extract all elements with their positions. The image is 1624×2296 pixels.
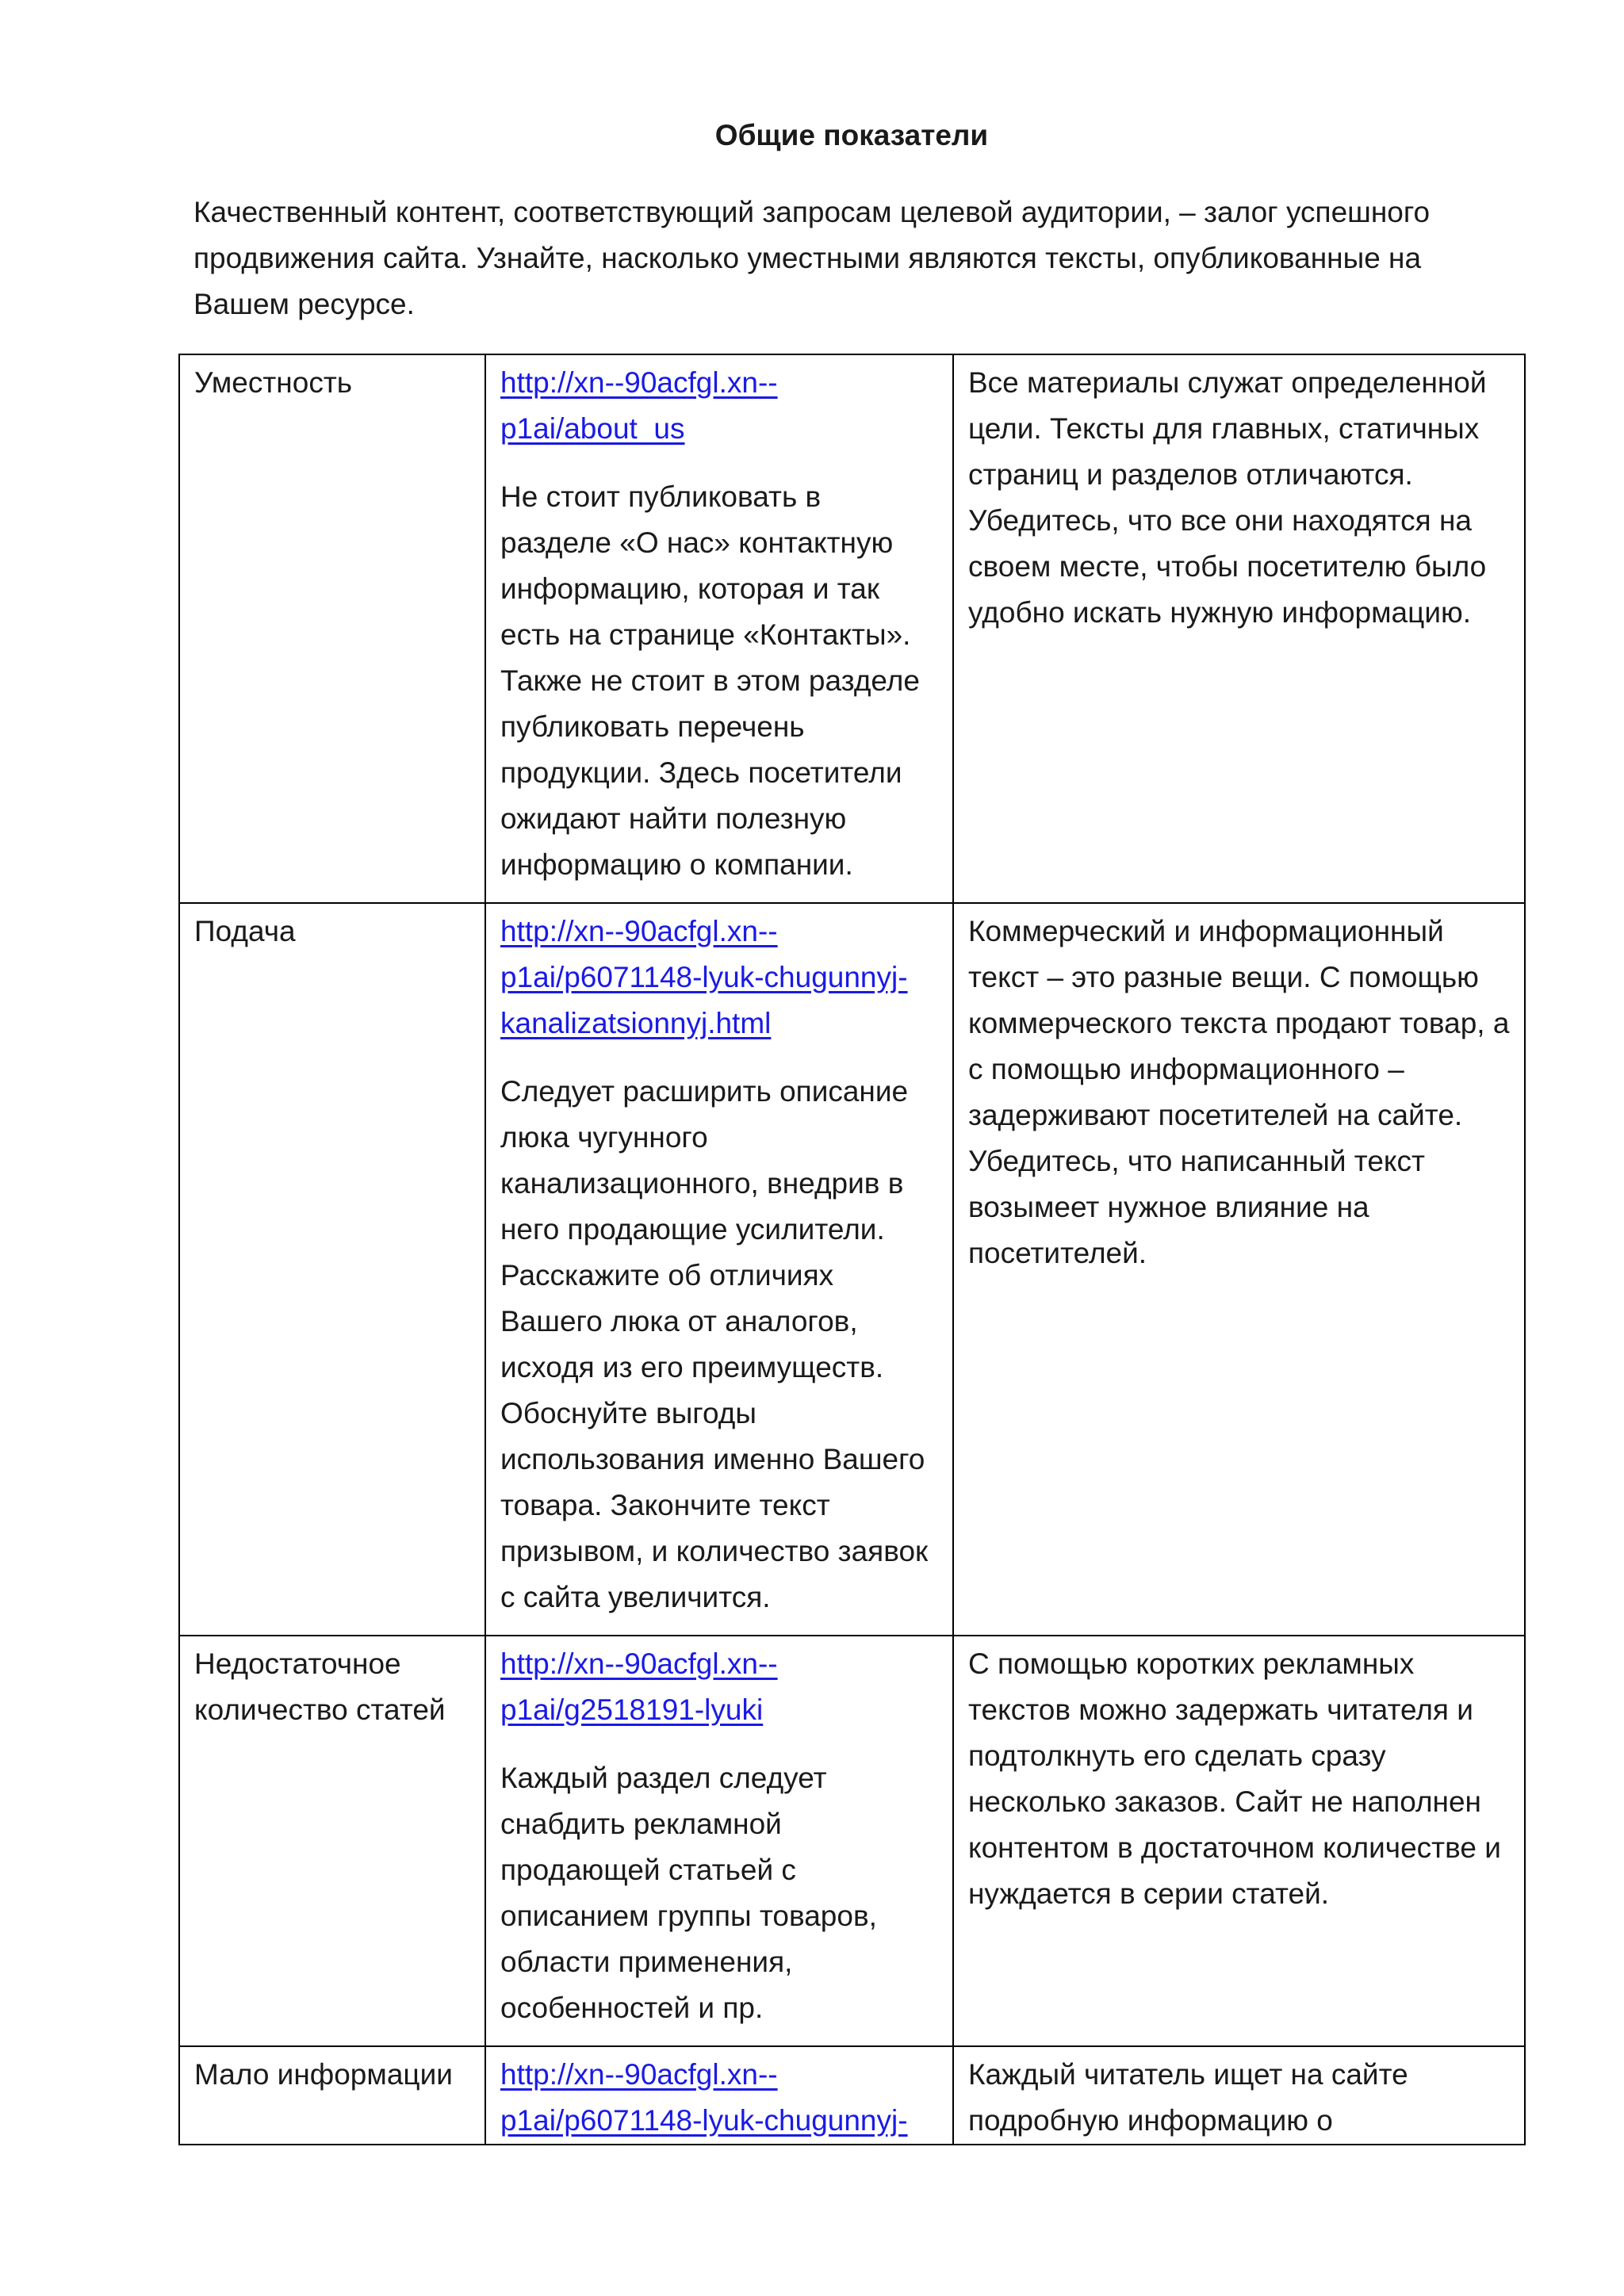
row-description: Коммерческий и информационный текст – это разные вещи. С помощью коммерческого текста продают товар, а с помощью информационного – задерживают посетителей на сайте. Убедитесь, что написанный текст возымеет нужное влияние на посетителей. xyxy=(953,903,1525,1636)
row-recommendation: Не стоит публиковать в разделе «О нас» контактную информацию, которая и так есть на странице «Контакты». Также не стоит в этом разделе публиковать перечень продукции. Здесь посетители ожидают найти полезную информацию о компании. xyxy=(500,480,920,881)
row-recommendation: Каждый раздел следует снабдить рекламной продающей статьей с описанием группы товаров, области применения, особенностей и пр. xyxy=(500,1762,877,2024)
page-link[interactable]: http://xn--90acfgl.xn--p1ai/g2518191-lyuki xyxy=(500,1647,778,1726)
row-details-cell xyxy=(485,2046,953,2145)
row-label: Недостаточное количество статей xyxy=(179,1636,485,2046)
row-details-cell xyxy=(485,903,953,1636)
row-description: Каждый читатель ищет на сайте подробную информацию о xyxy=(953,2046,1525,2145)
row-description: С помощью коротких рекламных текстов можно задержать читателя и подтолкнуть его сделать сразу несколько заказов. Сайт не наполнен контентом в достаточном количестве и нуждается в серии статей. xyxy=(953,1636,1525,2046)
row-label: Уместность xyxy=(179,354,485,903)
row-label: Мало информации xyxy=(179,2046,485,2145)
page-link[interactable]: http://xn--90acfgl.xn--p1ai/about_us xyxy=(500,366,778,445)
row-recommendation: Следует расширить описание люка чугунного канализационного, внедрив в него продающие усилители. Расскажите об отличиях Вашего люка от аналогов, исходя из его преимуществ. Обоснуйте выгоды использования именно Вашего товара. Закончите текст призывом, и количество заявок с сайта увеличится. xyxy=(500,1075,929,1613)
table-row xyxy=(179,2046,1525,2145)
intro-paragraph: Качественный контент, соответствующий запросам целевой аудитории, – залог успешного продвижения сайта. Узнайте, насколько уместными являются тексты, опубликованные на Вашем ресурсе. xyxy=(193,196,1431,320)
row-description: Все материалы служат определенной цели. Тексты для главных, статичных страниц и разделов отличаются. Убедитесь, что все они находятся на своем месте, чтобы посетителю было удобно искать нужную информацию. xyxy=(953,354,1525,903)
page-link[interactable]: http://xn--90acfgl.xn--p1ai/p6071148-lyuk-chugunnyj- xyxy=(500,2058,908,2137)
table-row xyxy=(179,354,1525,903)
row-details-cell xyxy=(485,1636,953,2046)
page-link[interactable]: http://xn--90acfgl.xn--p1ai/p6071148-lyuk-chugunnyj-kanalizatsionnyj.html xyxy=(500,915,908,1039)
row-details-cell xyxy=(485,354,953,903)
table-row xyxy=(179,903,1525,1636)
indicators-table xyxy=(178,354,1526,2145)
document-title: Общие показатели xyxy=(714,119,989,151)
row-label: Подача xyxy=(179,903,485,1636)
table-row xyxy=(179,1636,1525,2046)
